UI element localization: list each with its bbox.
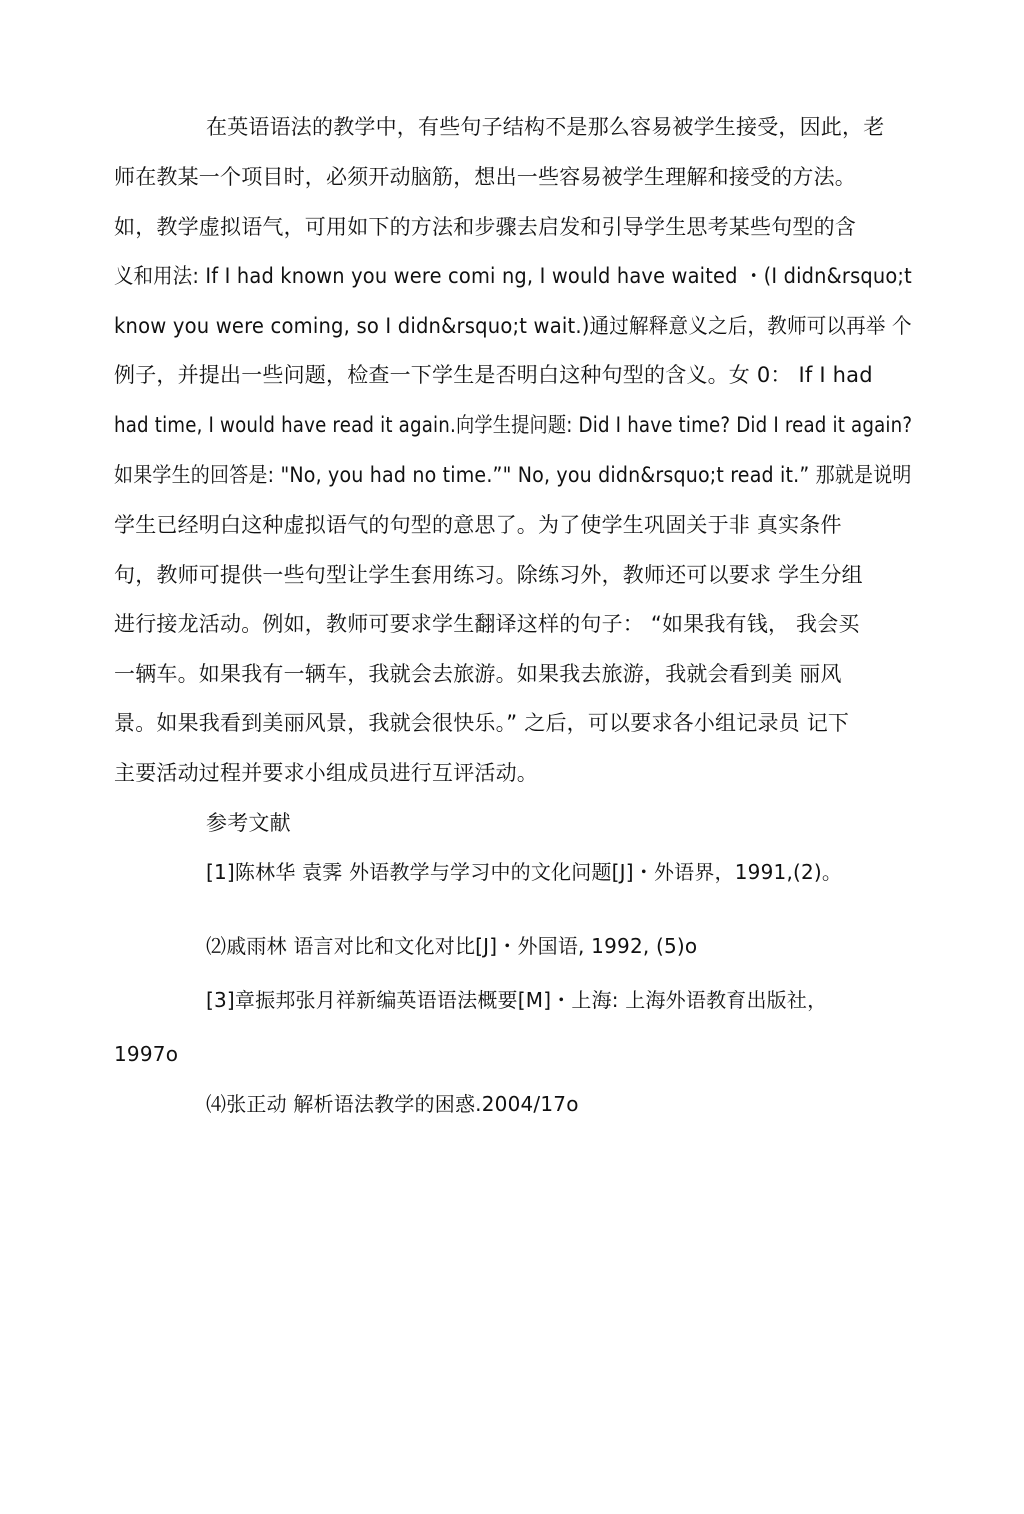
body-line: 句，教师可提供一些句型让学生套用练习。除练习外，教师还可以要求 学生分组 xyxy=(114,563,863,587)
reference-item: ⑷张正动 解析语法教学的困惑.2004/17o xyxy=(206,1092,579,1116)
body-line: 景。如果我看到美丽风景，我就会很快乐。” 之后，可以要求各小组记录员 记下 xyxy=(114,711,850,735)
body-line: 学生已经明白这种虚拟语气的句型的意思了。为了使学生巩固关于非 真实条件 xyxy=(114,513,842,537)
body-line: 一辆车。如果我有一辆车，我就会去旅游。如果我去旅游，我就会看到美 丽风 xyxy=(114,662,842,686)
reference-item: 1997o xyxy=(114,1042,179,1066)
body-line: know you were coming, so I didn&rsquo;t wait.)通过解释意义之后，教师可以再举 个 xyxy=(114,314,912,338)
body-line: 进行接龙活动。例如，教师可要求学生翻译这样的句子： “如果我有钱， 我会买 xyxy=(114,612,860,636)
reference-item: [3]章振邦张月祥新编英语语法概要[M]・上海: 上海外语教育出版社， xyxy=(206,988,828,1012)
reference-item: [1]陈林华 袁霁 外语教学与学习中的文化问题[J]・外语界，1991,(2)。 xyxy=(206,860,843,884)
body-line: 如果学生的回答是: "No, you had no time.”" No, you didn&rsquo;t read it.” 那就是说明 xyxy=(114,463,912,487)
body-line: 师在教某一个项目时，必须开动脑筋，想出一些容易被学生理解和接受的方法。 xyxy=(114,165,856,189)
body-line: 主要活动过程并要求小组成员进行互评活动。 xyxy=(114,761,538,785)
body-line: 在英语语法的教学中，有些句子结构不是那么容易被学生接受，因此，老 xyxy=(206,115,885,139)
body-line: 例子，并提出一些问题，检查一下学生是否明白这种句型的含义。女 0： If I had xyxy=(114,363,873,387)
body-line: had time, I would have read it again.向学生提问题: Did I have time? Did I read it again? xyxy=(114,413,913,437)
reference-item: ⑵戚雨林 语言对比和文化对比[J]・外国语, 1992, (5)o xyxy=(206,934,698,958)
body-line: 义和用法: If I had known you were comi ng, I would have waited ・(I didn&rsquo;t xyxy=(114,264,912,288)
references-heading: 参考文献 xyxy=(206,811,291,835)
body-line: 如，教学虚拟语气，可用如下的方法和步骤去启发和引导学生思考某些句型的含 xyxy=(114,215,856,239)
